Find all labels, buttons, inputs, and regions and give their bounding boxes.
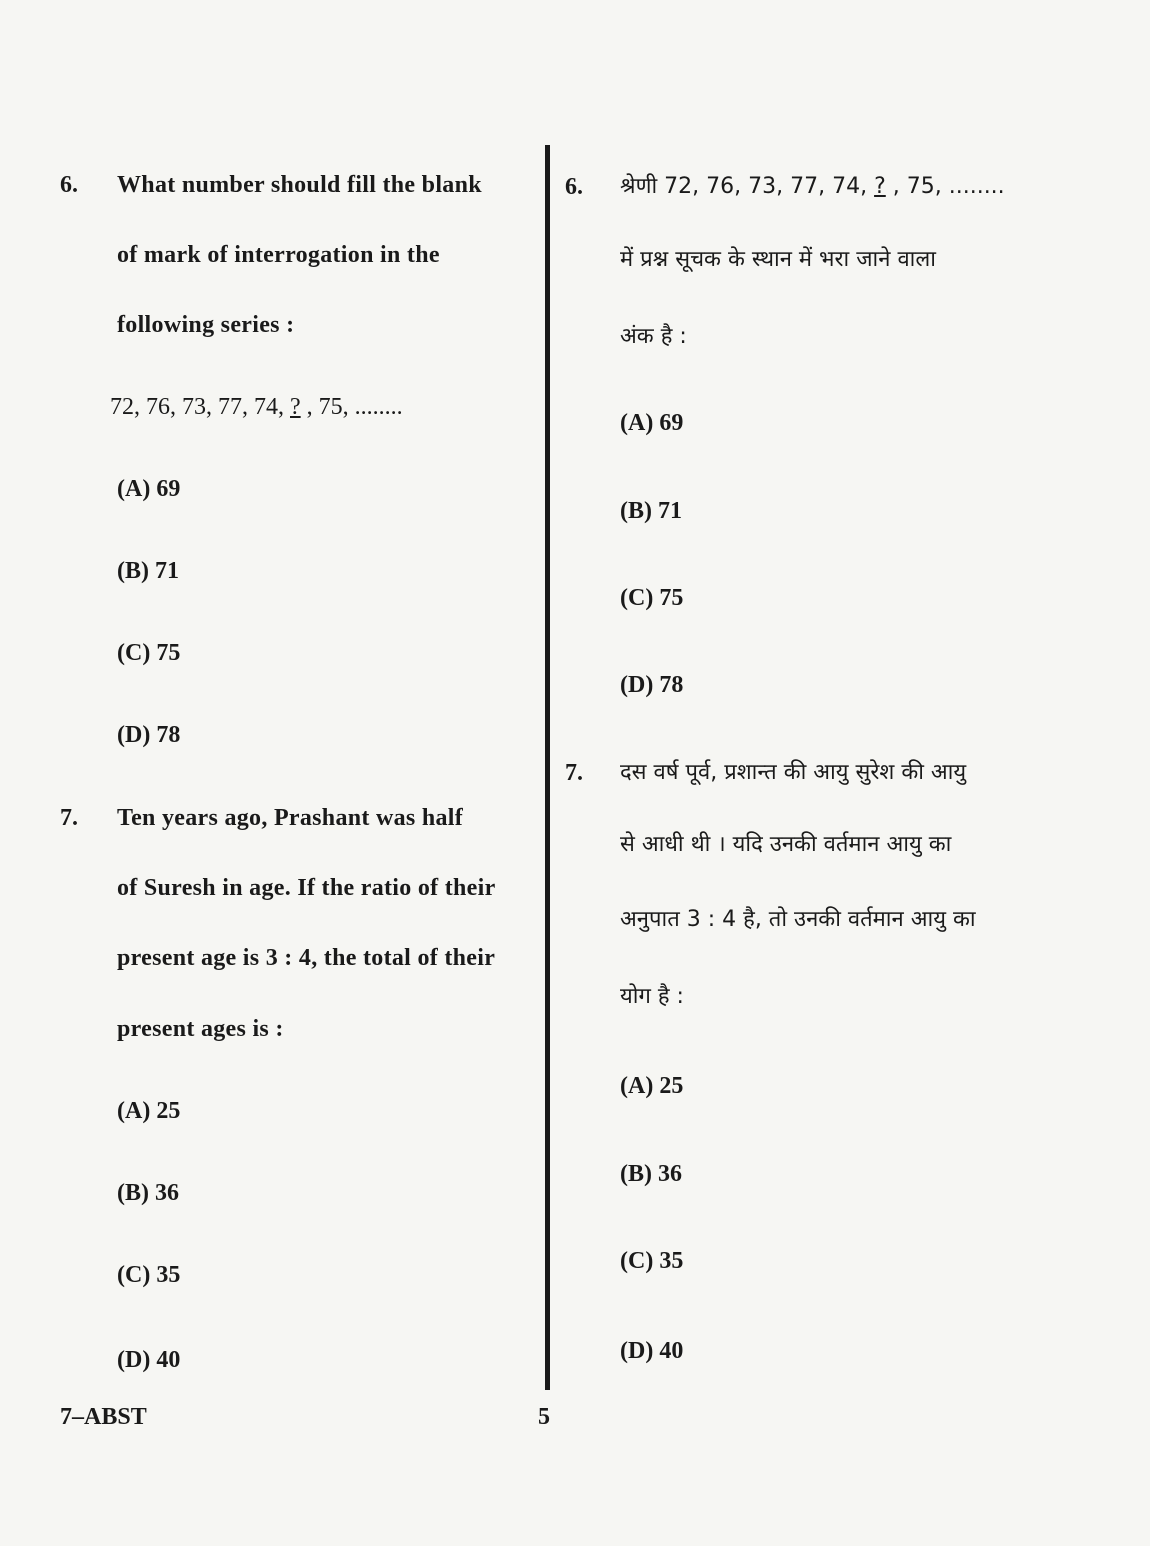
q7-number-en: 7. [60,805,78,831]
q7-hi-option-a: (A) 25 [620,1073,684,1099]
q6-hi-option-d: (D) 78 [620,672,684,698]
q7-hi-option-d: (D) 40 [620,1338,684,1364]
q6-hi-line-1: श्रेणी 72, 76, 73, 77, 74, ? , 75, ........ [620,174,1005,199]
q7-hi-line-2: से आधी थी । यदि उनकी वर्तमान आयु का [620,832,952,857]
q6-hi-blank: ? [874,174,886,199]
column-divider [545,145,550,1390]
q6-text-line-1: What number should fill the blank [117,172,482,198]
q7-hi-option-c: (C) 35 [620,1248,684,1274]
q7-text-line-3: present age is 3 : 4, the total of their [117,945,496,971]
q7-text-line-1: Ten years ago, Prashant was half [117,805,464,831]
q6-series-blank: ? [290,394,301,420]
q6-series: 72, 76, 73, 77, 74, ? , 75, ........ [110,394,403,420]
footer-code: 7–ABST [60,1404,147,1430]
q6-hi-line-2: में प्रश्न सूचक के स्थान में भरा जाने वाला [620,247,936,272]
q7-hi-line-3: अनुपात 3 : 4 है, तो उनकी वर्तमान आयु का [620,907,976,932]
q6-number-hi: 6. [565,174,583,200]
q6-option-d: (D) 78 [117,722,181,748]
q6-hi-option-c: (C) 75 [620,585,684,611]
q7-option-c: (C) 35 [117,1262,181,1288]
q7-option-d: (D) 40 [117,1347,181,1373]
q6-text-line-2: of mark of interrogation in the [117,242,440,268]
q7-number-hi: 7. [565,760,583,786]
q7-text-line-4: present ages is : [117,1016,284,1042]
q6-option-b: (B) 71 [117,558,179,584]
q6-hi-option-b: (B) 71 [620,498,682,524]
q6-hi-line-3: अंक है : [620,324,687,349]
q7-hi-line-4: योग है : [620,984,684,1009]
q6-option-a: (A) 69 [117,476,181,502]
q7-text-line-2: of Suresh in age. If the ratio of their [117,875,496,901]
q6-text-line-3: following series : [117,312,295,338]
q7-hi-option-b: (B) 36 [620,1161,682,1187]
q7-hi-line-1: दस वर्ष पूर्व, प्रशान्त की आयु सुरेश की आयु [620,760,967,785]
q6-hi-option-a: (A) 69 [620,410,684,436]
q7-option-a: (A) 25 [117,1098,181,1124]
page-number: 5 [538,1404,550,1430]
q6-number-en: 6. [60,172,78,198]
q6-option-c: (C) 75 [117,640,181,666]
q7-option-b: (B) 36 [117,1180,179,1206]
